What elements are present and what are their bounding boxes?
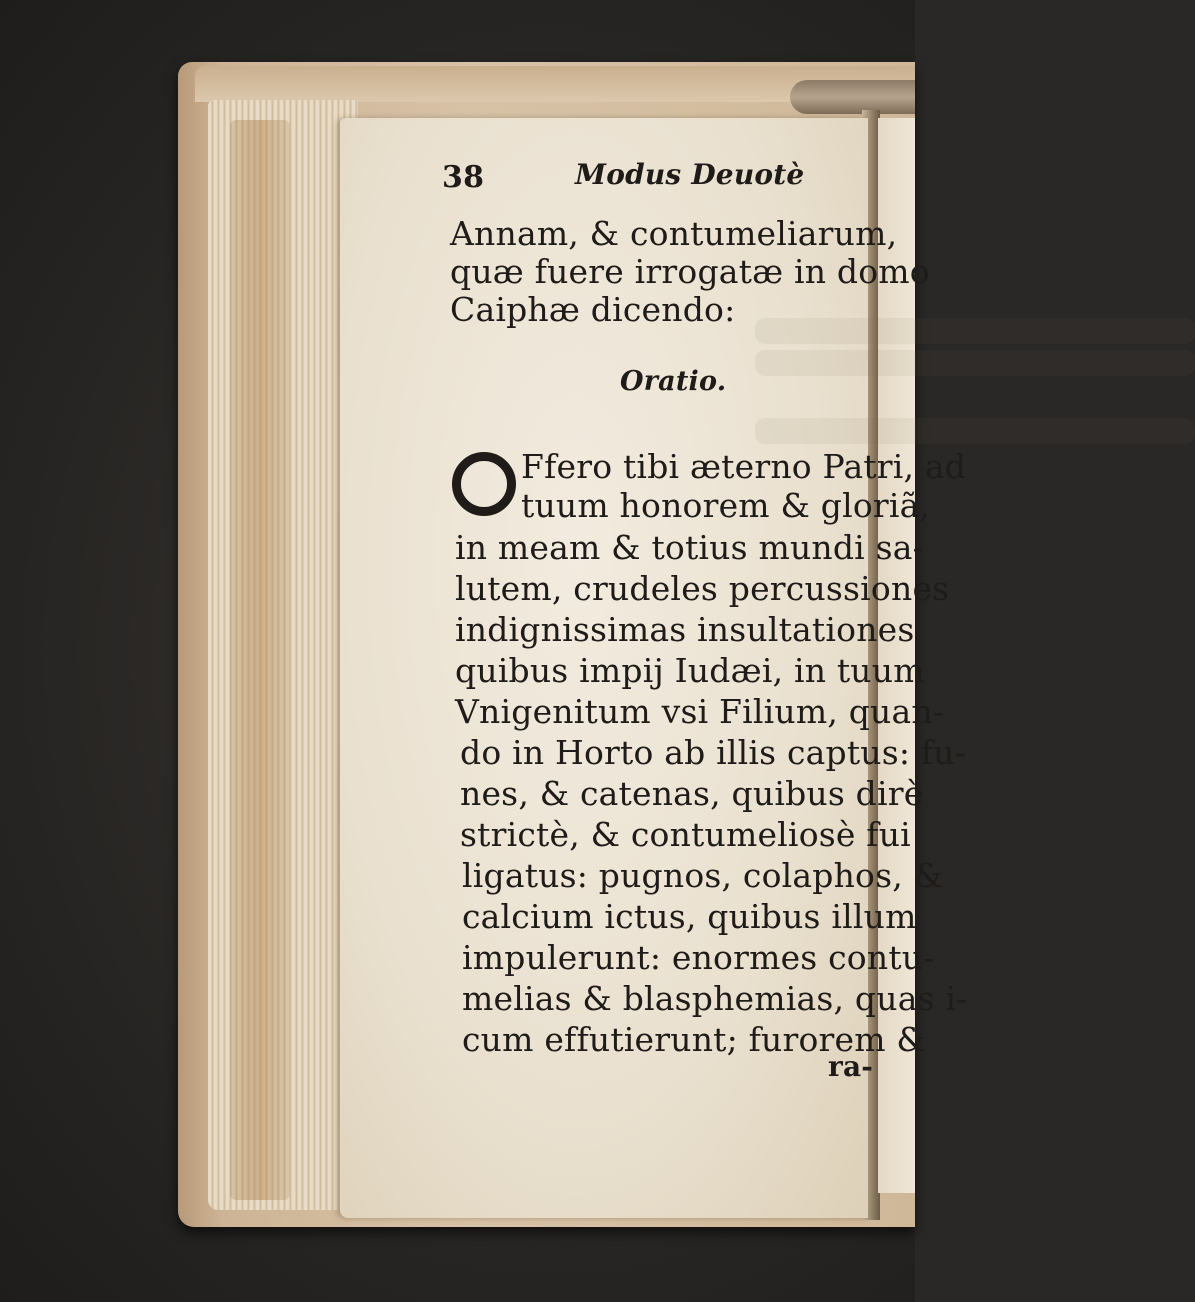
text-line: impulerunt: enormes contu-	[462, 938, 935, 977]
text-line: in meam & totius mundi sa-	[455, 528, 924, 567]
text-line: Vnigenitum vsi Filium, quan-	[455, 692, 945, 731]
catchword: ra-	[828, 1050, 874, 1083]
text-line: nes, & catenas, quibus dirè	[460, 774, 924, 813]
text-line: quæ fuere irrogatæ in domo	[450, 252, 930, 291]
drop-cap	[452, 452, 516, 516]
page-number: 38	[442, 160, 485, 195]
text-line: indignissimas insultationes	[455, 610, 915, 649]
text-line: Caiphæ dicendo:	[450, 290, 736, 329]
text-line: ligatus: pugnos, colaphos, &	[462, 856, 944, 895]
text-line: melias & blasphemias, quas i-	[462, 979, 968, 1018]
text-line: cum effutierunt; furorem &	[462, 1020, 926, 1059]
prayer-heading: Oratio.	[620, 366, 727, 397]
text-line: tuum honorem & gloriã,	[521, 486, 931, 525]
text-line: Annam, & contumeliarum,	[450, 214, 898, 253]
text-line: lutem, crudeles percussiones	[455, 569, 950, 608]
text-line: strictè, & contumeliosè fui	[460, 815, 911, 854]
text-line: quibus impij Iudæi, in tuum	[455, 651, 925, 690]
running-head: Modus Deuotè	[575, 158, 805, 191]
text-line: Ffero tibi æterno Patri, ad	[521, 447, 967, 486]
text-line: do in Horto ab illis captus: fu-	[460, 733, 967, 772]
text-line: calcium ictus, quibus illum	[462, 897, 917, 936]
